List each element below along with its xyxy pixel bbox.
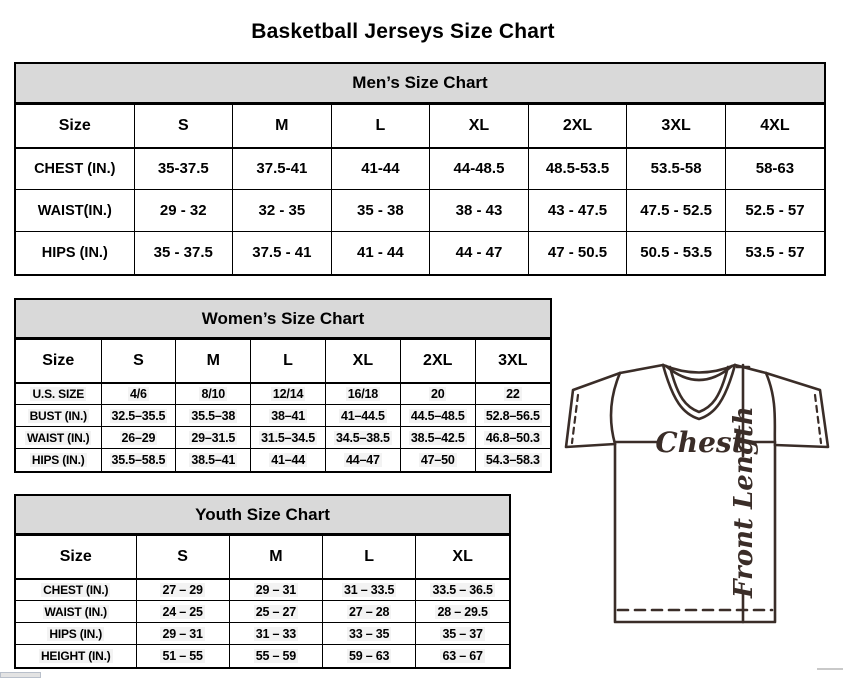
mens-size-table	[16, 104, 824, 274]
size-corner-header: Size	[16, 536, 136, 579]
value-cell	[400, 427, 475, 449]
value-cell	[136, 579, 229, 601]
value-text: 47.5 - 52.5	[640, 202, 712, 219]
jersey-outline-drawing	[558, 356, 843, 634]
row-label-text: HIPS (IN.)	[49, 626, 103, 641]
row-label	[16, 405, 101, 427]
value-cell	[325, 405, 400, 427]
right-cuff-dashed-line	[815, 395, 821, 443]
womens-chart-header: Women’s Size Chart	[16, 300, 550, 339]
value-text: 20	[430, 386, 445, 401]
left-armhole-seam	[611, 373, 620, 444]
value-cell	[323, 579, 416, 601]
value-text: 33 – 35	[348, 626, 390, 641]
column-header: S	[101, 340, 176, 383]
column-header: M	[229, 536, 322, 579]
value-text: 52.5 - 57	[745, 202, 805, 219]
value-text: 22	[506, 386, 520, 401]
value-cell	[233, 190, 332, 232]
row-label-text: HIPS (IN.)	[41, 244, 108, 261]
value-text: 43 - 47.5	[547, 202, 608, 219]
row-label	[16, 623, 136, 645]
value-cell	[400, 449, 475, 471]
value-text: 51 – 55	[162, 648, 203, 663]
value-text: 29 - 32	[159, 202, 207, 219]
value-text: 12/14	[272, 386, 304, 401]
row-label-text: WAIST(IN.)	[37, 202, 112, 219]
value-cell	[400, 383, 475, 405]
column-header: 3XL	[627, 105, 726, 148]
value-text: 37.5 - 41	[252, 244, 312, 262]
value-text: 33.5 – 36.5	[432, 582, 493, 597]
value-cell	[134, 148, 233, 190]
value-text: 27 – 29	[162, 582, 203, 597]
column-header: XL	[325, 340, 400, 383]
value-text: 31 – 33	[255, 626, 297, 641]
value-text: 37.5-41	[256, 160, 308, 178]
right-armhole-seam	[766, 373, 775, 445]
column-header: L	[331, 105, 430, 148]
size-corner-header: Size	[16, 340, 101, 383]
value-cell	[475, 427, 550, 449]
value-cell	[176, 383, 251, 405]
value-cell	[229, 601, 322, 623]
value-text: 54.3–58.3	[485, 452, 540, 467]
value-cell	[233, 148, 332, 190]
value-text: 53.5-58	[650, 160, 702, 178]
value-cell	[323, 645, 416, 667]
value-text: 47–50	[420, 452, 455, 467]
value-cell	[136, 601, 229, 623]
value-text: 8/10	[201, 386, 225, 401]
value-text: 4/6	[130, 386, 147, 401]
value-cell	[323, 623, 416, 645]
value-cell	[323, 601, 416, 623]
value-text: 41–44	[271, 452, 305, 467]
value-text: 55 – 59	[255, 648, 297, 663]
value-text: 35-37.5	[157, 160, 209, 178]
value-text: 52.8–56.5	[485, 408, 540, 423]
table-row	[16, 427, 550, 449]
value-text: 26–29	[121, 430, 156, 445]
value-cell	[176, 449, 251, 471]
value-cell	[416, 623, 509, 645]
column-header: XL	[416, 536, 509, 579]
value-cell	[325, 383, 400, 405]
value-cell	[176, 427, 251, 449]
chest-label: Chest	[655, 426, 745, 459]
value-cell	[101, 449, 176, 471]
value-text: 44.5–48.5	[410, 408, 465, 423]
value-cell	[229, 645, 322, 667]
page-title: Basketball Jerseys Size Chart	[251, 20, 555, 44]
size-corner-header: Size	[16, 105, 134, 148]
row-label	[16, 190, 134, 232]
value-cell	[475, 383, 550, 405]
value-text: 38–41	[271, 408, 305, 423]
column-header: M	[176, 340, 251, 383]
value-text: 29–31.5	[191, 430, 236, 445]
table-row	[16, 148, 824, 190]
value-cell	[331, 190, 430, 232]
column-header: 2XL	[528, 105, 627, 148]
value-text: 48.5-53.5	[545, 160, 610, 178]
front-length-label: Front Length	[729, 406, 759, 598]
value-text: 25 – 27	[255, 604, 297, 619]
value-cell	[101, 383, 176, 405]
value-text: 46.8–50.3	[485, 430, 540, 445]
value-cell	[101, 405, 176, 427]
youth-size-chart	[14, 494, 511, 669]
table-row	[16, 579, 509, 601]
value-cell	[134, 232, 233, 274]
column-header: 2XL	[400, 340, 475, 383]
column-header: L	[323, 536, 416, 579]
value-text: 27 – 28	[348, 604, 390, 619]
row-label	[16, 579, 136, 601]
row-label-text: BUST (IN.)	[29, 408, 87, 423]
row-label-text: U.S. SIZE	[32, 386, 85, 401]
value-text: 50.5 - 53.5	[640, 244, 712, 262]
value-cell	[251, 405, 326, 427]
row-label-text: WAIST (IN.)	[27, 430, 90, 445]
value-text: 35 – 37	[442, 626, 483, 641]
womens-size-chart	[14, 298, 552, 473]
row-label	[16, 148, 134, 190]
value-cell	[627, 232, 726, 274]
value-text: 44-48.5	[453, 160, 505, 178]
value-text: 58-63	[755, 160, 795, 178]
left-cuff-dashed-line	[572, 395, 578, 443]
column-header: 3XL	[475, 340, 550, 383]
column-header: S	[134, 105, 233, 148]
row-label-text: HEIGHT (IN.)	[40, 648, 111, 663]
value-cell	[400, 405, 475, 427]
value-text: 16/18	[347, 386, 379, 401]
table-row	[16, 190, 824, 232]
value-cell	[627, 190, 726, 232]
mens-chart-header: Men’s Size Chart	[16, 64, 824, 104]
value-cell	[229, 579, 322, 601]
value-text: 24 – 25	[162, 604, 203, 619]
value-text: 38 - 43	[455, 202, 503, 219]
value-text: 44 - 47	[455, 244, 503, 262]
value-text: 41 - 44	[357, 244, 404, 262]
value-text: 34.5–38.5	[335, 430, 390, 445]
scrollbar-fragment-right	[817, 668, 843, 670]
value-text: 32 - 35	[258, 202, 306, 219]
youth-chart-header: Youth Size Chart	[16, 496, 509, 535]
value-text: 29 – 31	[255, 582, 297, 597]
value-text: 32.5–35.5	[111, 408, 166, 423]
value-text: 53.5 - 57	[745, 244, 805, 262]
value-cell	[136, 645, 229, 667]
table-row	[16, 645, 509, 667]
value-cell	[725, 190, 824, 232]
value-cell	[325, 427, 400, 449]
value-text: 28 – 29.5	[437, 604, 488, 619]
row-label	[16, 601, 136, 623]
value-cell	[134, 190, 233, 232]
value-text: 59 – 63	[348, 648, 390, 663]
youth-size-table	[16, 535, 509, 667]
value-cell	[725, 232, 824, 274]
value-cell	[251, 427, 326, 449]
table-row	[16, 232, 824, 274]
value-cell	[430, 148, 529, 190]
column-header: S	[136, 536, 229, 579]
value-cell	[136, 623, 229, 645]
value-text: 35 - 37.5	[153, 244, 213, 262]
value-cell	[475, 405, 550, 427]
scrollbar-fragment-left	[0, 672, 41, 678]
mens-size-chart	[14, 62, 826, 276]
value-cell	[416, 601, 509, 623]
table-row	[16, 449, 550, 471]
value-text: 35.5–58.5	[111, 452, 166, 467]
value-cell	[430, 190, 529, 232]
row-label	[16, 232, 134, 274]
row-label-text: HIPS (IN.)	[31, 452, 85, 467]
value-cell	[416, 645, 509, 667]
value-text: 29 – 31	[162, 626, 203, 641]
jersey-measurement-diagram	[558, 356, 843, 634]
value-cell	[229, 623, 322, 645]
value-cell	[528, 190, 627, 232]
table-row	[16, 601, 509, 623]
row-label	[16, 383, 101, 405]
row-label	[16, 449, 101, 471]
value-cell	[725, 148, 824, 190]
value-text: 38.5–42.5	[410, 430, 465, 445]
value-text: 38.5–41	[191, 452, 236, 467]
value-text: 44–47	[346, 452, 380, 467]
value-text: 35 - 38	[357, 202, 404, 219]
value-cell	[416, 579, 509, 601]
value-cell	[475, 449, 550, 471]
value-cell	[627, 148, 726, 190]
value-text: 63 – 67	[442, 648, 483, 663]
left-shoulder-line	[620, 365, 663, 373]
row-label-text: CHEST (IN.)	[34, 160, 116, 177]
value-text: 35.5–38	[191, 408, 236, 423]
row-label-text: WAIST (IN.)	[44, 604, 107, 619]
column-header: L	[251, 340, 326, 383]
value-cell	[331, 232, 430, 274]
column-header: 4XL	[725, 105, 824, 148]
row-label-text: CHEST (IN.)	[43, 582, 109, 597]
column-header: XL	[430, 105, 529, 148]
value-cell	[325, 449, 400, 471]
row-label	[16, 645, 136, 667]
value-cell	[233, 232, 332, 274]
value-text: 31.5–34.5	[261, 430, 315, 445]
table-row	[16, 623, 509, 645]
value-cell	[528, 232, 627, 274]
value-cell	[176, 405, 251, 427]
table-row	[16, 383, 550, 405]
value-cell	[331, 148, 430, 190]
column-header: M	[233, 105, 332, 148]
value-cell	[101, 427, 176, 449]
value-text: 41-44	[361, 160, 400, 178]
value-cell	[430, 232, 529, 274]
table-row	[16, 405, 550, 427]
value-text: 41–44.5	[341, 408, 385, 423]
row-label	[16, 427, 101, 449]
value-text: 31 – 33.5	[343, 582, 395, 597]
value-text: 47 - 50.5	[547, 244, 608, 262]
value-cell	[251, 383, 326, 405]
value-cell	[528, 148, 627, 190]
womens-size-table	[16, 339, 550, 471]
value-cell	[251, 449, 326, 471]
